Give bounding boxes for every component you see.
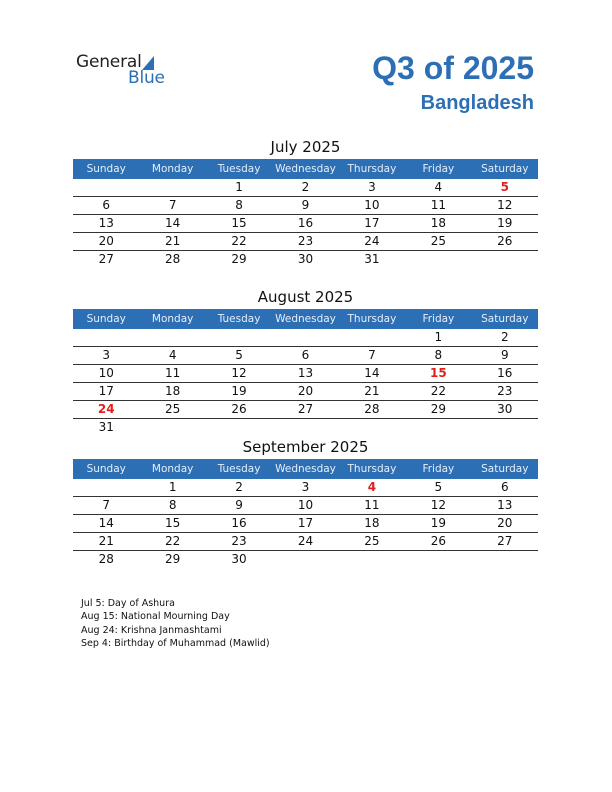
holiday-day-cell: 4 (367, 480, 377, 494)
month-calendar-september (73, 436, 538, 568)
holiday-day-cell: 5 (500, 180, 509, 194)
day-cell: 20 (98, 234, 114, 248)
weekday-label: Sunday (86, 163, 126, 175)
day-cell: 21 (98, 534, 114, 548)
day-cell: 13 (497, 498, 513, 512)
day-cell: 12 (231, 366, 247, 380)
empty-day-cell (73, 479, 139, 496)
day-cell: 16 (497, 366, 513, 380)
generalblue-logo (76, 52, 176, 92)
day-cell: 13 (297, 366, 314, 380)
day-cell: 24 (364, 234, 380, 248)
day-cell: 8 (434, 348, 443, 362)
day-cell: 9 (500, 348, 509, 362)
day-cell: 3 (102, 348, 111, 362)
day-cell: 19 (231, 384, 247, 398)
day-cell: 3 (368, 180, 376, 194)
month-title: August 2025 (257, 288, 354, 306)
day-cell: 10 (364, 198, 380, 212)
weekday-label: Wednesday (275, 313, 336, 325)
empty-day-cell (339, 551, 405, 568)
day-cell: 18 (364, 516, 380, 530)
day-cell: 27 (297, 402, 314, 416)
day-cell: 25 (364, 534, 380, 548)
day-cell: 5 (235, 348, 243, 362)
day-cell: 9 (235, 498, 243, 512)
day-cell: 19 (430, 516, 446, 530)
day-cell: 15 (231, 216, 247, 230)
weekday-label: Friday (422, 163, 455, 175)
day-cell: 7 (368, 348, 376, 362)
weekday-label: Tuesday (217, 313, 261, 325)
weekday-header-row (73, 159, 538, 179)
holiday-note: Aug 15: National Mourning Day (81, 611, 230, 623)
day-cell: 28 (98, 552, 114, 566)
day-cell: 19 (497, 216, 513, 230)
day-cell: 8 (235, 198, 243, 212)
page-title: Q3 of 2025 (372, 50, 534, 86)
day-cell: 10 (98, 366, 114, 380)
day-cell: 13 (98, 216, 114, 230)
empty-day-cell (139, 419, 205, 436)
day-cell: 1 (235, 180, 243, 194)
day-cell: 14 (164, 216, 181, 230)
week-row (73, 533, 538, 551)
empty-day-cell (272, 419, 338, 436)
empty-day-cell (472, 251, 538, 268)
empty-day-cell (272, 551, 338, 568)
week-row (73, 179, 538, 197)
empty-day-cell (139, 329, 205, 346)
empty-day-cell (405, 251, 471, 268)
day-cell: 12 (430, 498, 446, 512)
day-cell: 24 (297, 534, 314, 548)
day-cell: 25 (164, 402, 181, 416)
weekday-label: Friday (422, 463, 455, 475)
empty-day-cell (405, 551, 471, 568)
day-cell: 2 (235, 480, 243, 494)
day-cell: 11 (430, 198, 446, 212)
day-cell: 14 (364, 366, 380, 380)
day-cell: 31 (98, 420, 114, 434)
holiday-note: Jul 5: Day of Ashura (81, 598, 175, 609)
holiday-notes (81, 597, 270, 650)
week-row (73, 551, 538, 568)
day-cell: 16 (231, 516, 247, 530)
day-cell: 22 (430, 384, 446, 398)
week-row (73, 419, 538, 436)
week-row (73, 497, 538, 515)
weekday-label: Tuesday (217, 463, 261, 475)
day-cell: 28 (364, 402, 380, 416)
weekday-label: Thursday (347, 313, 397, 325)
day-cell: 23 (497, 384, 513, 398)
weekday-header-row (73, 459, 538, 479)
weekday-label: Thursday (347, 163, 397, 175)
empty-day-cell (206, 419, 272, 436)
day-cell: 30 (231, 552, 247, 566)
logo-text-blue: Blue (128, 68, 165, 88)
day-cell: 6 (301, 348, 310, 362)
weekday-label: Saturday (481, 463, 529, 475)
logo-text-general: General (76, 52, 142, 72)
day-cell: 26 (231, 402, 247, 416)
day-cell: 18 (164, 384, 181, 398)
weekday-label: Sunday (86, 313, 126, 325)
empty-day-cell (73, 179, 139, 196)
day-cell: 17 (364, 216, 380, 230)
week-row (73, 365, 538, 383)
month-title: July 2025 (270, 138, 341, 156)
day-cell: 29 (231, 252, 247, 266)
day-cell: 23 (297, 234, 314, 248)
day-cell: 17 (297, 516, 314, 530)
weekday-label: Friday (422, 313, 455, 325)
week-row (73, 251, 538, 268)
day-cell: 7 (168, 198, 177, 212)
day-cell: 6 (500, 480, 509, 494)
day-cell: 12 (497, 198, 513, 212)
day-cell: 29 (430, 402, 446, 416)
month-calendar-july (73, 136, 538, 268)
day-cell: 18 (430, 216, 446, 230)
week-row (73, 233, 538, 251)
empty-day-cell (405, 419, 471, 436)
weekday-label: Monday (151, 163, 194, 175)
day-cell: 9 (301, 198, 310, 212)
holiday-note: Sep 4: Birthday of Muhammad (Mawlid) (81, 637, 270, 649)
day-cell: 30 (297, 252, 314, 266)
day-cell: 20 (497, 516, 513, 530)
weekday-label: Monday (151, 463, 194, 475)
day-cell: 21 (164, 234, 181, 248)
weekday-label: Thursday (347, 463, 397, 475)
day-cell: 29 (164, 552, 181, 566)
week-row (73, 383, 538, 401)
week-row (73, 515, 538, 533)
day-cell: 5 (434, 480, 443, 494)
day-cell: 15 (164, 516, 181, 530)
day-cell: 27 (98, 252, 114, 266)
day-cell: 26 (430, 534, 446, 548)
day-cell: 20 (297, 384, 314, 398)
weekday-label: Saturday (481, 163, 529, 175)
weekday-label: Wednesday (275, 463, 336, 475)
day-cell: 31 (364, 252, 380, 266)
day-cell: 25 (430, 234, 446, 248)
week-row (73, 401, 538, 419)
weekday-label: Monday (151, 313, 194, 325)
day-cell: 3 (301, 480, 310, 494)
day-cell: 11 (164, 366, 181, 380)
empty-day-cell (272, 329, 338, 346)
day-cell: 1 (168, 480, 177, 494)
day-cell: 16 (297, 216, 314, 230)
week-row (73, 329, 538, 347)
day-cell: 10 (297, 498, 314, 512)
weekday-label: Sunday (86, 463, 126, 475)
month-calendar-august (73, 286, 538, 436)
empty-day-cell (73, 329, 139, 346)
week-row (73, 479, 538, 497)
weekday-label: Wednesday (275, 163, 336, 175)
day-cell: 4 (168, 348, 177, 362)
day-cell: 1 (434, 330, 443, 344)
day-cell: 22 (231, 234, 247, 248)
weekday-header-row (73, 309, 538, 329)
empty-day-cell (472, 419, 538, 436)
day-cell: 26 (497, 234, 513, 248)
day-cell: 27 (497, 534, 513, 548)
day-cell: 17 (98, 384, 114, 398)
weekday-label: Tuesday (217, 163, 261, 175)
holiday-day-cell: 15 (430, 366, 447, 380)
month-title: September 2025 (242, 438, 369, 456)
week-row (73, 347, 538, 365)
day-cell: 30 (497, 402, 513, 416)
empty-day-cell (206, 329, 272, 346)
day-cell: 14 (98, 516, 114, 530)
country-name: Bangladesh (420, 92, 534, 114)
day-cell: 4 (434, 180, 443, 194)
day-cell: 6 (102, 198, 111, 212)
empty-day-cell (139, 179, 205, 196)
empty-day-cell (472, 551, 538, 568)
day-cell: 21 (364, 384, 380, 398)
week-row (73, 215, 538, 233)
day-cell: 2 (301, 180, 310, 194)
day-cell: 8 (168, 498, 177, 512)
day-cell: 22 (164, 534, 181, 548)
empty-day-cell (339, 329, 405, 346)
day-cell: 11 (364, 498, 380, 512)
day-cell: 28 (164, 252, 181, 266)
holiday-note: Aug 24: Krishna Janmashtami (81, 624, 222, 636)
week-row (73, 197, 538, 215)
empty-day-cell (339, 419, 405, 436)
holiday-day-cell: 24 (97, 402, 115, 416)
day-cell: 23 (231, 534, 247, 548)
weekday-label: Saturday (481, 313, 529, 325)
day-cell: 2 (500, 330, 509, 344)
day-cell: 7 (102, 498, 111, 512)
